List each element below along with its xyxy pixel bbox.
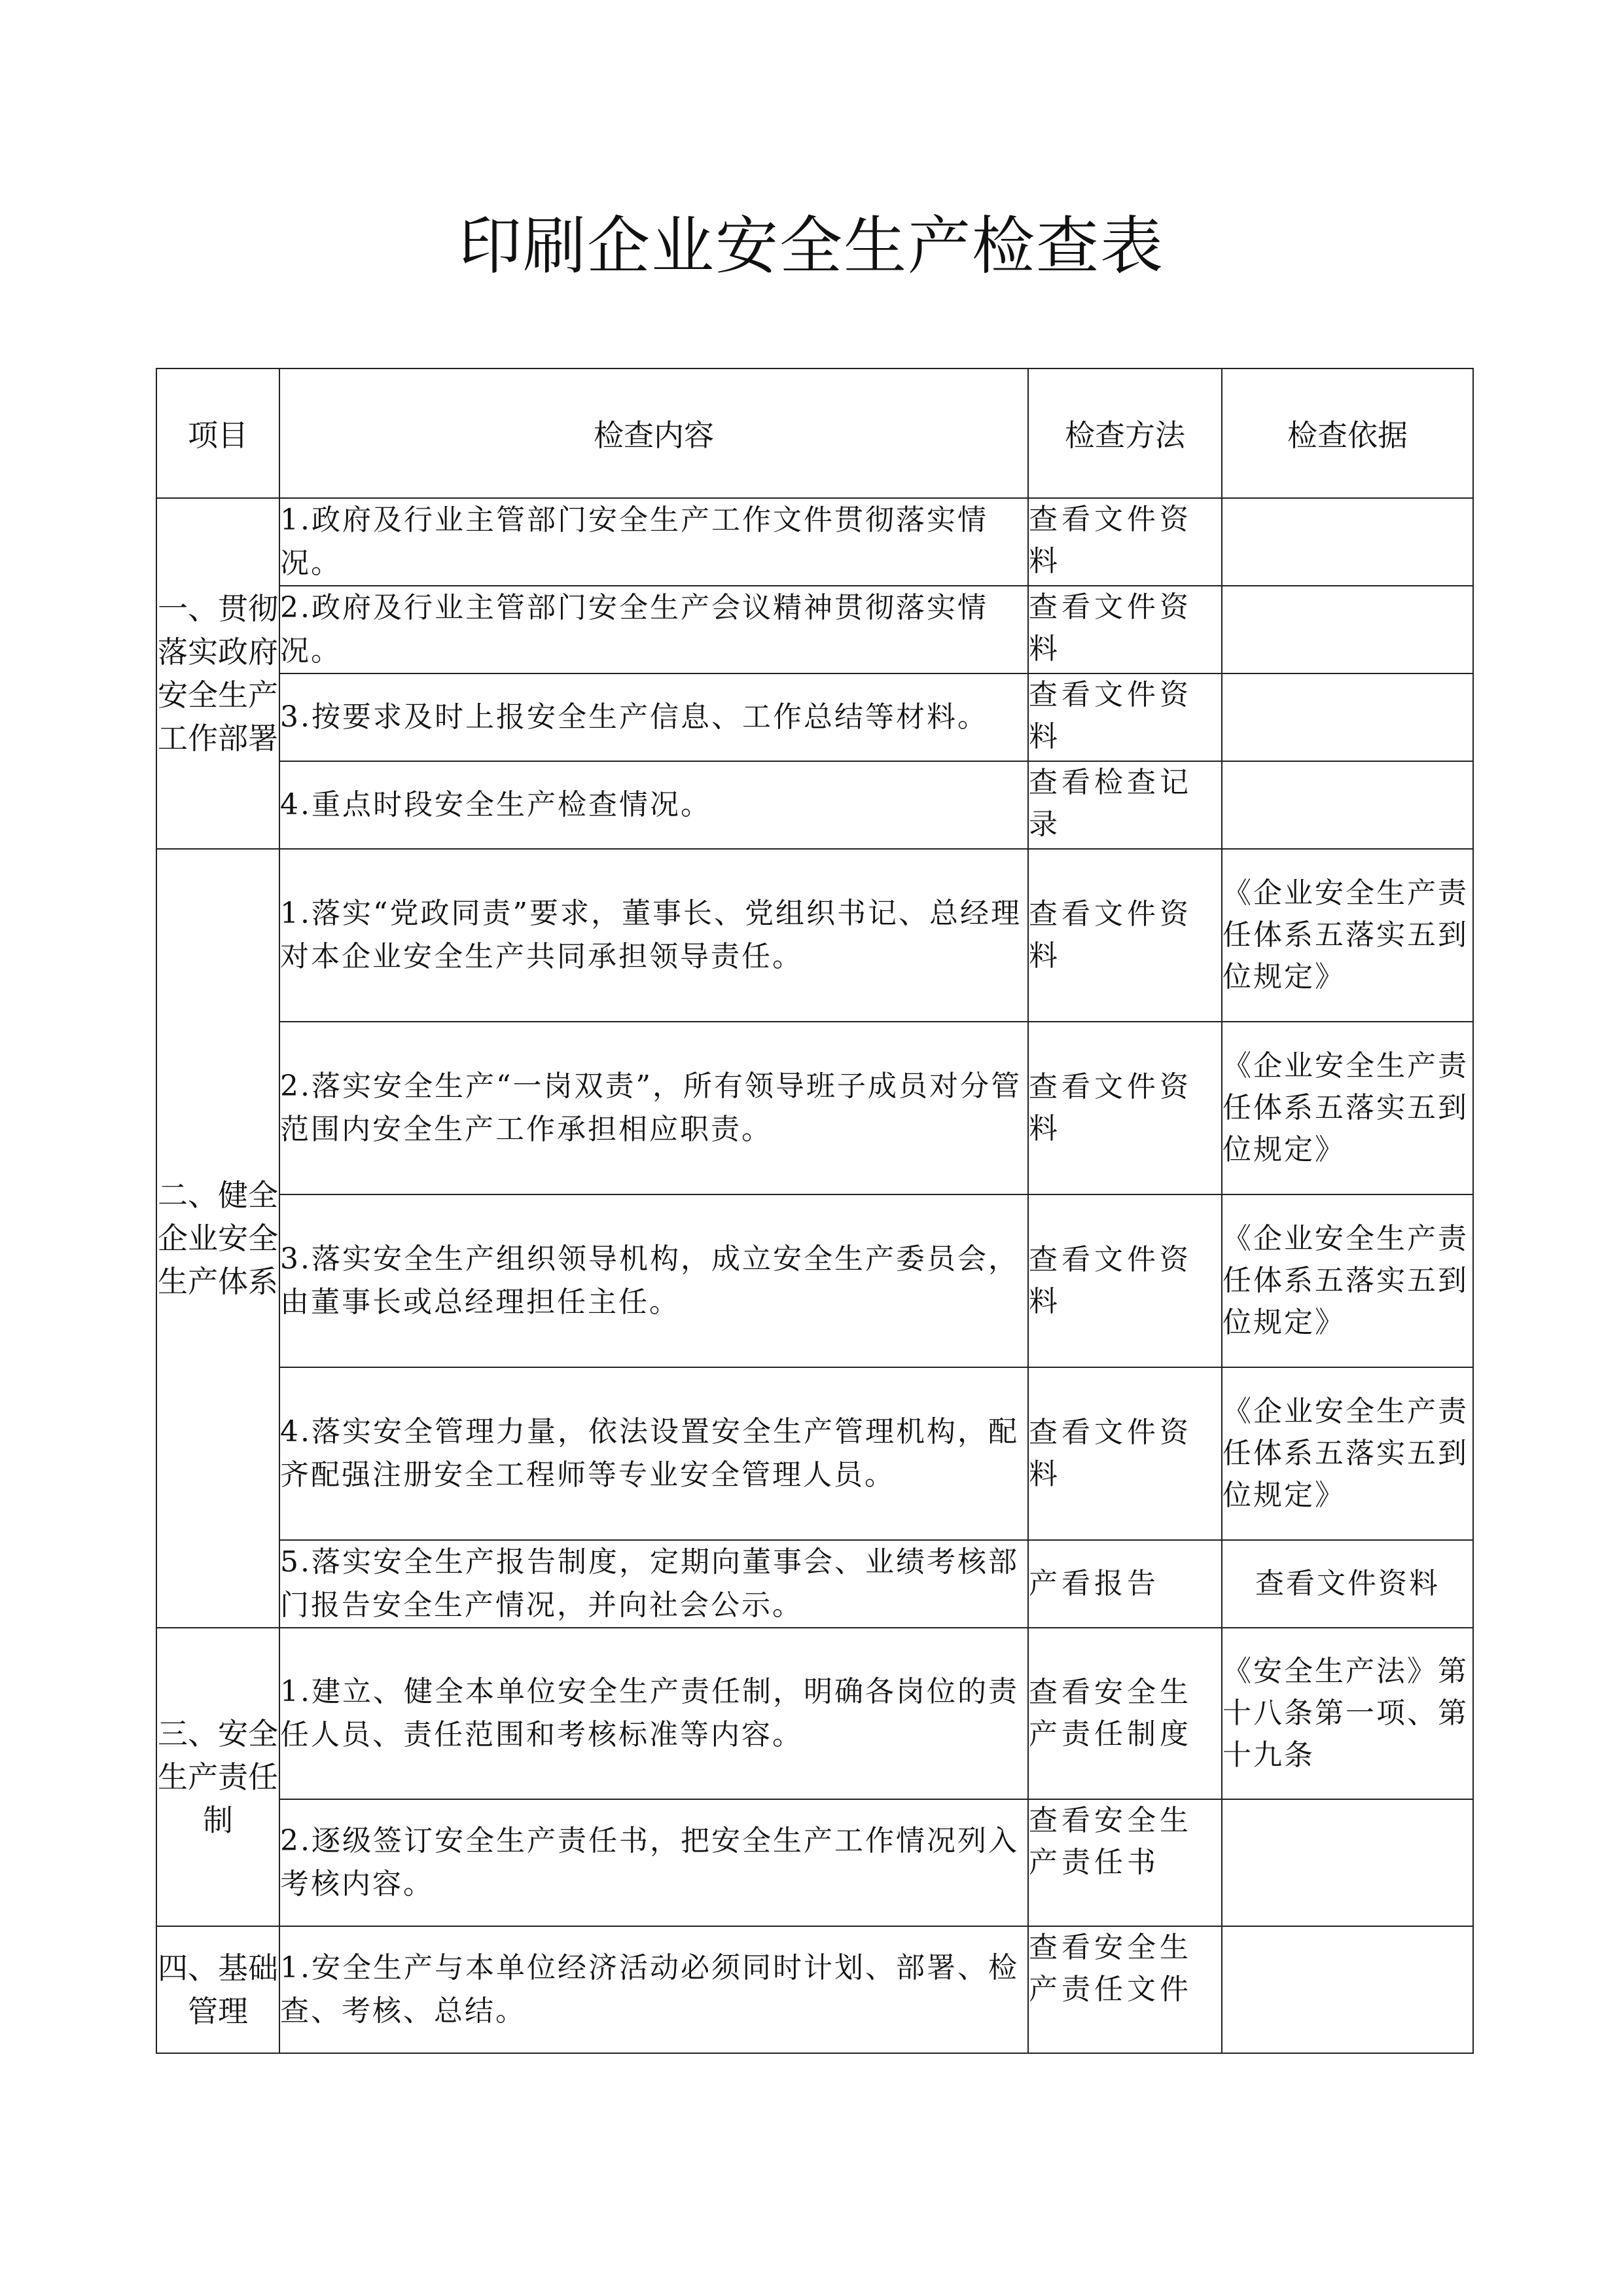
section-project: 一、贯彻落实政府安全生产工作部署 — [156, 498, 279, 849]
check-basis — [1222, 761, 1473, 849]
check-basis: 《安全生产法》第十八条第一项、第十九条 — [1222, 1628, 1473, 1799]
check-basis — [1222, 586, 1473, 673]
check-basis: 查看文件资料 — [1222, 1540, 1473, 1628]
check-method: 查看安全生产责任制度 — [1028, 1628, 1222, 1799]
table-row — [156, 761, 1473, 849]
check-method: 查看文件资料 — [1028, 586, 1222, 673]
section-project: 二、健全企业安全生产体系 — [156, 849, 279, 1628]
section-project: 四、基础管理 — [156, 1926, 279, 2053]
header-method: 检查方法 — [1028, 368, 1222, 498]
check-basis: 《企业安全生产责任体系五落实五到位规定》 — [1222, 1194, 1473, 1367]
check-basis: 《企业安全生产责任体系五落实五到位规定》 — [1222, 1022, 1473, 1194]
check-method: 查看文件资料 — [1028, 1194, 1222, 1367]
check-content: 4.落实安全管理力量，依法设置安全生产管理机构，配齐配强注册安全工程师等专业安全管理人员。 — [279, 1367, 1028, 1540]
check-content: 4.重点时段安全生产检查情况。 — [279, 761, 1028, 849]
table-row — [156, 1194, 1473, 1367]
header-project: 项目 — [156, 368, 279, 498]
section-project: 三、安全生产责任制 — [156, 1628, 279, 1926]
check-method: 查看文件资料 — [1028, 673, 1222, 761]
table-row — [156, 498, 1473, 586]
check-content: 1.落实“党政同责”要求，董事长、党组织书记、总经理对本企业安全生产共同承担领导责任。 — [279, 849, 1028, 1022]
check-method: 查看文件资料 — [1028, 1367, 1222, 1540]
check-method: 查看文件资料 — [1028, 1022, 1222, 1194]
inspection-table — [156, 368, 1474, 2054]
check-content: 1.政府及行业主管部门安全生产工作文件贯彻落实情况。 — [279, 498, 1028, 586]
check-basis: 《企业安全生产责任体系五落实五到位规定》 — [1222, 849, 1473, 1022]
check-content: 1.安全生产与本单位经济活动必须同时计划、部署、检查、考核、总结。 — [279, 1926, 1028, 2053]
table-row — [156, 586, 1473, 673]
page-title: 印刷企业安全生产检查表 — [459, 209, 1164, 283]
header-content: 检查内容 — [279, 368, 1028, 498]
check-content: 3.落实安全生产组织领导机构，成立安全生产委员会，由董事长或总经理担任主任。 — [279, 1194, 1028, 1367]
check-method: 查看检查记录 — [1028, 761, 1222, 849]
table-row — [156, 1367, 1473, 1540]
check-content: 2.逐级签订安全生产责任书，把安全生产工作情况列入考核内容。 — [279, 1799, 1028, 1926]
check-method: 产看报告 — [1028, 1540, 1222, 1628]
table-row — [156, 1799, 1473, 1926]
check-content: 2.政府及行业主管部门安全生产会议精神贯彻落实情况。 — [279, 586, 1028, 673]
check-content: 1.建立、健全本单位安全生产责任制，明确各岗位的责任人员、责任范围和考核标准等内容。 — [279, 1628, 1028, 1799]
table-row — [156, 673, 1473, 761]
check-basis — [1222, 498, 1473, 586]
table-row — [156, 1022, 1473, 1194]
check-method: 查看文件资料 — [1028, 849, 1222, 1022]
table-row — [156, 1540, 1473, 1628]
check-basis — [1222, 1799, 1473, 1926]
header-row — [156, 368, 1473, 498]
check-method: 查看安全生产责任文件 — [1028, 1926, 1222, 2053]
check-basis — [1222, 673, 1473, 761]
check-basis: 《企业安全生产责任体系五落实五到位规定》 — [1222, 1367, 1473, 1540]
table-row — [156, 849, 1473, 1022]
check-content: 3.按要求及时上报安全生产信息、工作总结等材料。 — [279, 673, 1028, 761]
table-row — [156, 1926, 1473, 2053]
check-method: 查看安全生产责任书 — [1028, 1799, 1222, 1926]
check-basis — [1222, 1926, 1473, 2053]
table-row — [156, 1628, 1473, 1799]
header-basis: 检查依据 — [1222, 368, 1473, 498]
check-content: 2.落实安全生产“一岗双责”，所有领导班子成员对分管范围内安全生产工作承担相应职责。 — [279, 1022, 1028, 1194]
check-content: 5.落实安全生产报告制度，定期向董事会、业绩考核部门报告安全生产情况，并向社会公示。 — [279, 1540, 1028, 1628]
check-method: 查看文件资料 — [1028, 498, 1222, 586]
